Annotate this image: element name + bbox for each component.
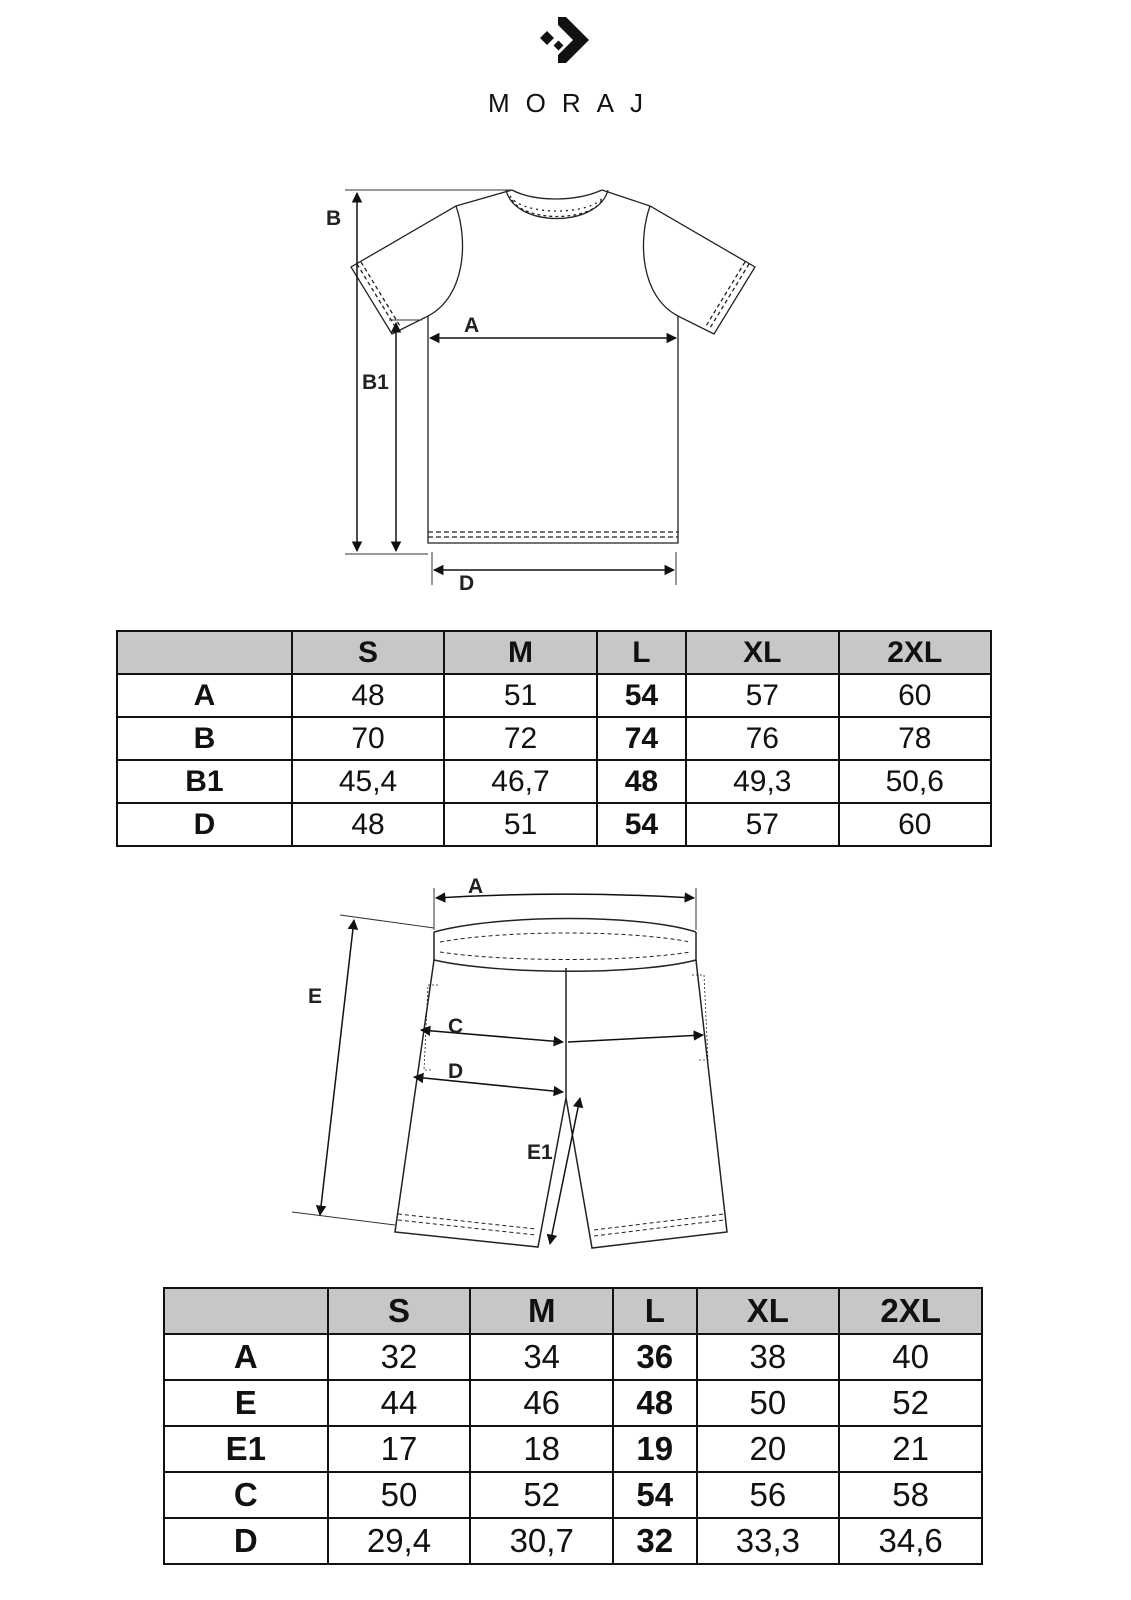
table-cell: 46,7 <box>444 760 596 803</box>
row-label: B1 <box>117 760 292 803</box>
table-cell: 50 <box>697 1380 840 1426</box>
table-cell: 20 <box>697 1426 840 1472</box>
shorts-label-c: C <box>448 1015 464 1038</box>
table-header-row <box>164 1288 982 1334</box>
row-label: C <box>164 1472 328 1518</box>
table-cell: 54 <box>597 803 686 846</box>
table-cell: 72 <box>444 717 596 760</box>
table-cell: 49,3 <box>686 760 838 803</box>
shorts-label-a: A <box>468 875 484 898</box>
tshirt-label-b1: B1 <box>362 371 389 394</box>
table-cell: 44 <box>328 1380 471 1426</box>
header-cell: 2XL <box>839 631 991 674</box>
shorts-size-table <box>163 1287 983 1565</box>
tshirt-label-b: B <box>326 207 342 230</box>
measure-c-line <box>568 1035 703 1042</box>
table-row <box>117 803 991 846</box>
header-cell <box>164 1288 328 1334</box>
table-header-row <box>117 631 991 674</box>
table-cell: 57 <box>686 674 838 717</box>
table-cell: 51 <box>444 674 596 717</box>
table-cell: 56 <box>697 1472 840 1518</box>
table-cell: 78 <box>839 717 991 760</box>
table-cell: 32 <box>328 1334 471 1380</box>
table-cell: 60 <box>839 674 991 717</box>
row-label: A <box>164 1334 328 1380</box>
table-cell: 54 <box>613 1472 696 1518</box>
tshirt-outline <box>351 190 755 543</box>
table-cell: 17 <box>328 1426 471 1472</box>
tshirt-label-a: A <box>464 314 480 337</box>
row-label: A <box>117 674 292 717</box>
tshirt-label-d: D <box>459 572 475 595</box>
measure-d-line <box>414 1077 563 1092</box>
brand-name: MORAJ <box>488 88 659 118</box>
table-cell: 48 <box>292 674 444 717</box>
table-row <box>164 1334 982 1380</box>
table-cell: 18 <box>470 1426 613 1472</box>
table-row <box>117 674 991 717</box>
table-cell: 30,7 <box>470 1518 613 1564</box>
table-cell: 76 <box>686 717 838 760</box>
table-cell: 60 <box>839 803 991 846</box>
header-cell: 2XL <box>839 1288 982 1334</box>
table-cell: 48 <box>597 760 686 803</box>
table-cell: 34,6 <box>839 1518 982 1564</box>
header-cell: XL <box>686 631 838 674</box>
shorts-label-d: D <box>448 1060 464 1083</box>
row-label: D <box>164 1518 328 1564</box>
table-cell: 46 <box>470 1380 613 1426</box>
shorts-label-e1: E1 <box>527 1141 553 1164</box>
table-cell: 45,4 <box>292 760 444 803</box>
shorts-diagram <box>0 860 1131 1260</box>
table-cell: 50,6 <box>839 760 991 803</box>
table-cell: 38 <box>697 1334 840 1380</box>
table-row <box>117 760 991 803</box>
table-cell: 48 <box>292 803 444 846</box>
tshirt-diagram <box>0 0 1131 620</box>
table-cell: 48 <box>613 1380 696 1426</box>
table-cell: 54 <box>597 674 686 717</box>
table-cell: 58 <box>839 1472 982 1518</box>
row-label: B <box>117 717 292 760</box>
table-cell: 50 <box>328 1472 471 1518</box>
measure-e-line <box>320 920 354 1215</box>
header-cell: M <box>470 1288 613 1334</box>
table-cell: 74 <box>597 717 686 760</box>
row-label: E <box>164 1380 328 1426</box>
table-cell: 33,3 <box>697 1518 840 1564</box>
table-cell: 52 <box>470 1472 613 1518</box>
shorts-label-e: E <box>308 985 323 1008</box>
table-cell: 34 <box>470 1334 613 1380</box>
table-cell: 29,4 <box>328 1518 471 1564</box>
table-cell: 32 <box>613 1518 696 1564</box>
header-cell: M <box>444 631 596 674</box>
table-cell: 51 <box>444 803 596 846</box>
header-cell: S <box>292 631 444 674</box>
tshirt-size-table <box>116 630 992 847</box>
row-label: E1 <box>164 1426 328 1472</box>
header-cell: XL <box>697 1288 840 1334</box>
table-row <box>117 717 991 760</box>
header-cell: S <box>328 1288 471 1334</box>
table-cell: 40 <box>839 1334 982 1380</box>
header-cell: L <box>597 631 686 674</box>
table-cell: 36 <box>613 1334 696 1380</box>
row-label: D <box>117 803 292 846</box>
table-cell: 19 <box>613 1426 696 1472</box>
table-cell: 52 <box>839 1380 982 1426</box>
table-row <box>164 1518 982 1564</box>
measure-e1-line <box>550 1098 580 1244</box>
table-row <box>164 1380 982 1426</box>
header-cell <box>117 631 292 674</box>
table-row <box>164 1426 982 1472</box>
table-cell: 70 <box>292 717 444 760</box>
table-cell: 21 <box>839 1426 982 1472</box>
table-row <box>164 1472 982 1518</box>
table-cell: 57 <box>686 803 838 846</box>
header-cell: L <box>613 1288 696 1334</box>
shorts-outline <box>395 919 727 1249</box>
